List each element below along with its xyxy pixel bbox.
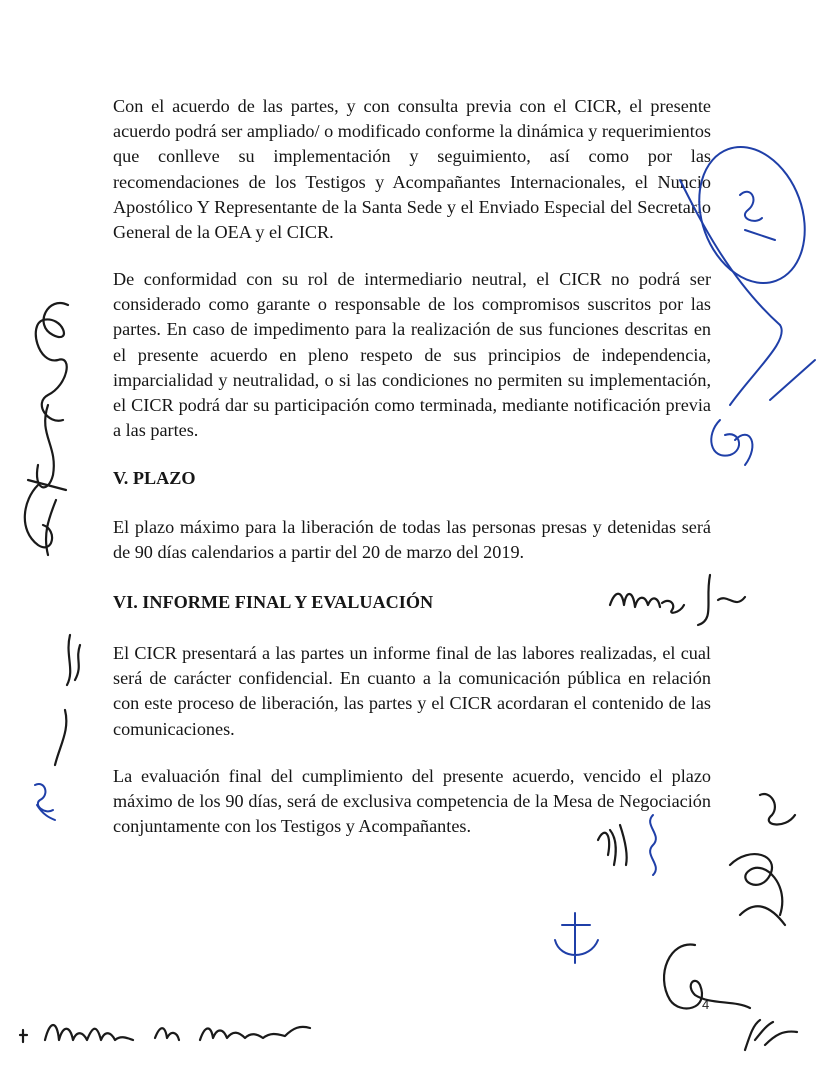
signature-max-icon bbox=[600, 565, 760, 635]
signature-inline-blue-icon bbox=[635, 810, 670, 880]
paragraph-plazo: El plazo máximo para la liberación de todas las personas presas y detenidas será de 90 días calendarios a partir del 20 de marzo del 2019. bbox=[113, 517, 711, 563]
signature-bottom-corner-icon bbox=[735, 1010, 805, 1060]
signature-bottom-left-icon bbox=[15, 1010, 325, 1055]
signature-left-blue-icon bbox=[25, 770, 65, 825]
signature-inline-black-icon bbox=[590, 810, 640, 870]
heading-informe-final: VI. INFORME FINAL Y EVALUACIÓN bbox=[113, 592, 434, 612]
paragraph-informe: El CICR presentará a las partes un informe final de las labores realizadas, el cual será de carácter confidencial. En cuanto a la comunicación pública en relación con este proceso de liberación, las partes y el CICR acordaran el contenido de las comunicaciones. bbox=[113, 643, 711, 739]
signature-left-mid-icon bbox=[45, 625, 95, 770]
signature-right-top-icon bbox=[660, 140, 820, 480]
signature-left-margin-icon bbox=[8, 285, 88, 570]
signature-anchor-icon bbox=[540, 905, 610, 970]
paragraph-evaluacion: La evaluación final del cumplimiento del presente acuerdo, vencido el plazo máximo de los 90 días, será de exclusiva competencia de la Mesa de Negociación conjuntamente con los Testigos y Acompañantes. bbox=[113, 766, 711, 837]
paragraph-amendment: Con el acuerdo de las partes, y con consulta previa con el CICR, el presente acuerdo podrá ser ampliado/ o modificado conforme la dinámica y requerimientos que conlleve su implementación y seguimiento, así como por las recomendaciones de los Testigos y Acompañantes Internacionales, el Nuncio Apostólico Y Representante de la Santa Sede y el Enviado Especial del Secretario General de la OEA y el CICR. bbox=[113, 96, 711, 243]
paragraph-neutral-role: De conformidad con su rol de intermediario neutral, el CICR no podrá ser considerado como garante o responsable de los compromisos suscritos por las partes. En caso de impedimento para la realización de sus funciones descritas en el presente acuerdo en pleno respeto de sus principios de independencia, imparcialidad y neutralidad, o si las condiciones no permiten su implementación, el CICR podrá dar su participación como terminada, mediante notificación previa a las partes. bbox=[113, 269, 711, 441]
signature-bottom-loop-icon bbox=[640, 930, 760, 1020]
heading-plazo: V. PLAZO bbox=[113, 468, 196, 488]
signature-right-lower-icon bbox=[700, 775, 810, 935]
page-number: 4 bbox=[702, 997, 710, 1012]
